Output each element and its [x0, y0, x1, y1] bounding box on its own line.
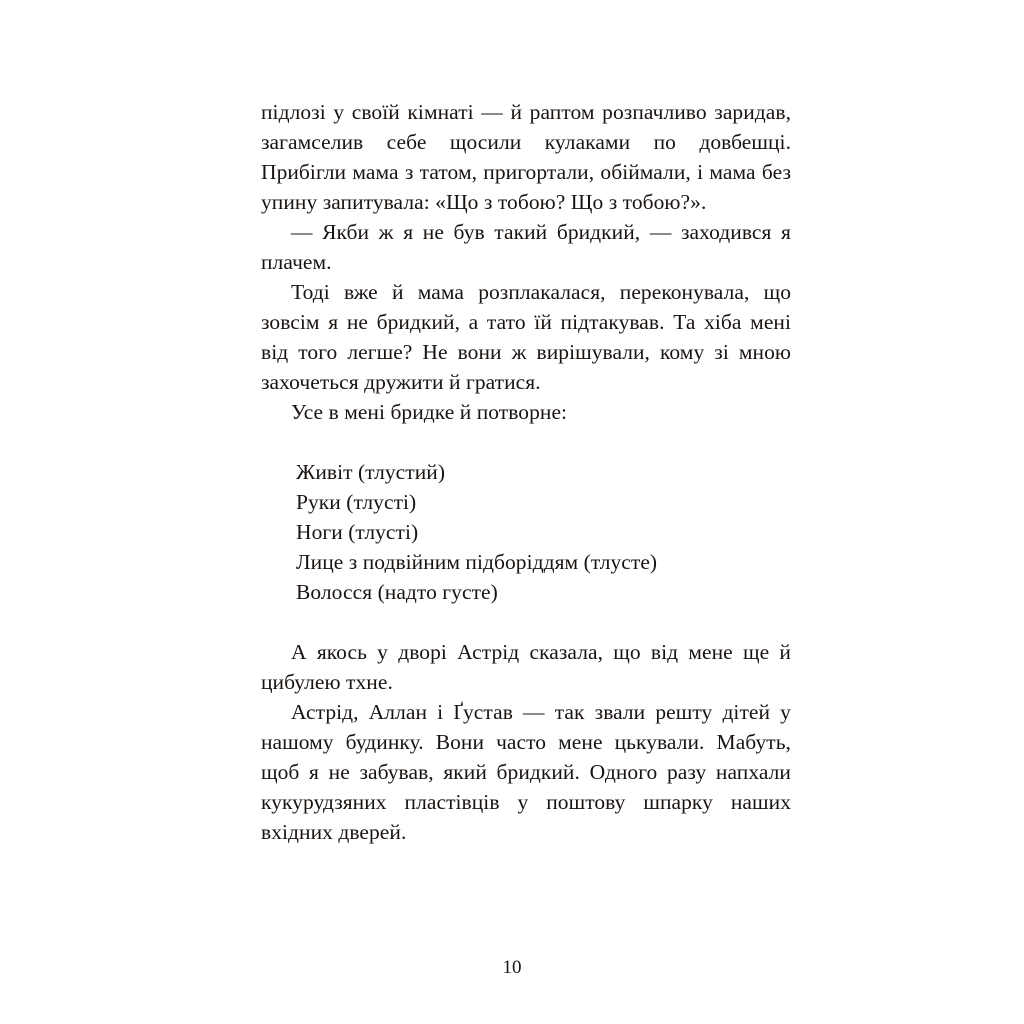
- paragraph-astrid-onion: А якось у дворі Астрід сказала, що від мене ще й цибулею тхне.: [261, 640, 791, 694]
- ugly-traits-list: [261, 457, 791, 607]
- list-item: Руки (тлусті): [296, 490, 417, 514]
- list-top-spacer: [261, 427, 791, 457]
- list-item: Ноги (тлусті): [296, 520, 419, 544]
- paragraph-continuation: підлозі у своїй кімнаті — й раптом розпачливо заридав, загамселив себе щосили кулаками по довбешці. Прибігли мама з татом, пригортали, обіймали, і мама без упину запитувала: «Що з тобою? Що з тобою?».: [261, 100, 791, 214]
- list-bottom-spacer: [261, 607, 791, 637]
- list-item: Лице з подвійним підборіддям (тлусте): [296, 550, 658, 574]
- list-item: Волосся (надто густе): [296, 580, 498, 604]
- paragraph-dialogue: — Якби ж я не був такий бридкий, — заходився я плачем.: [261, 220, 791, 274]
- body-text-column: [261, 97, 791, 847]
- list-item: Живіт (тлустий): [296, 460, 446, 484]
- page-number: 10: [502, 957, 522, 978]
- paragraph-neighbour-children: Астрід, Аллан і Ґустав — так звали решту дітей у нашому будинку. Вони часто мене цькували. Мабуть, щоб я не забував, який бридкий. Одного разу напхали кукурудзяних пластівців у поштову шпарку наших вхідних дверей.: [261, 700, 791, 844]
- paragraph-mother-cried: Тоді вже й мама розплакалася, переконувала, що зовсім я не бридкий, а тато їй підтакував. Та хіба мені від того легше? Не вони ж вирішували, кому зі мною захочеться дружити й гратися.: [261, 280, 791, 394]
- paragraph-list-intro: Усе в мені бридке й потворне:: [291, 400, 568, 424]
